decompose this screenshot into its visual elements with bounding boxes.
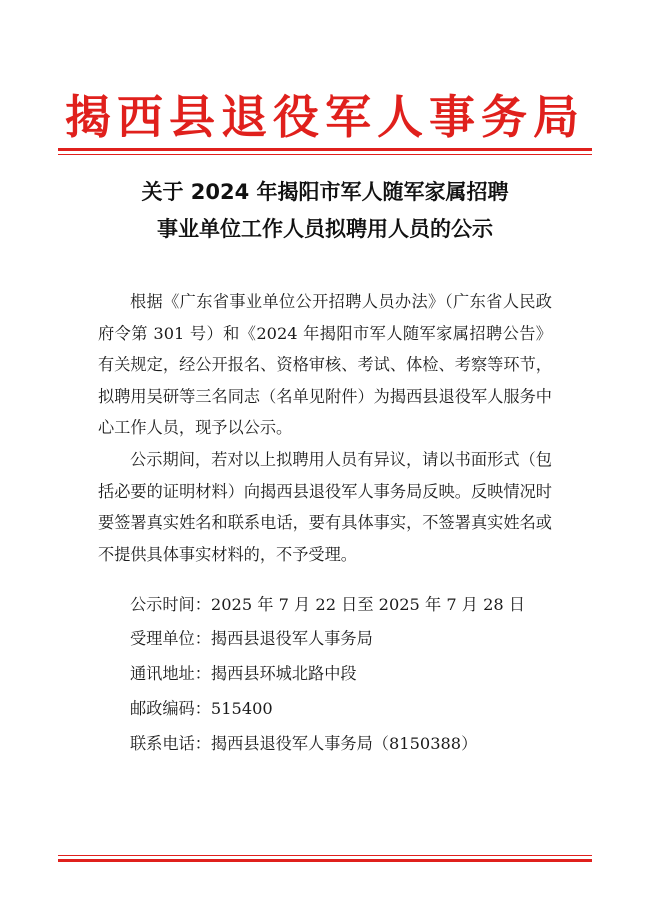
info-mailing-address: 通讯地址：揭西县环城北路中段	[130, 664, 357, 683]
info-contact-phone: 联系电话：揭西县退役军人事务局（8150388）	[130, 734, 478, 753]
info-publicity-period: 公示时间：2025 年 7 月 22 日至 2025 年 7 月 28 日	[130, 595, 526, 614]
document-title-line-2: 事业单位工作人员拟聘用人员的公示	[157, 217, 493, 241]
body-paragraph-objection: 公示期间，若对以上拟聘用人员有异议，请以书面形式（包括必要的证明材料）向揭西县退役军人事务局反映。反映情况时要签署真实姓名和联系电话，要有具体事实，不签署真实姓名或不提供具体事实材料的，不予受理。	[98, 450, 552, 564]
info-receiving-office: 受理单位：揭西县退役军人事务局	[130, 629, 373, 648]
document-title-line-1: 关于 2024 年揭阳市军人随军家属招聘	[141, 180, 509, 204]
body-paragraph-basis: 根据《广东省事业单位公开招聘人员办法》（广东省人民政府令第 301 号）和《2024 年揭阳市军人随军家属招聘公告》有关规定，经公开报名、资格审核、考试、体检、考察等环节，拟聘用吴研等三名同志（名单见附件）为揭西县退役军人服务中心工作人员，现予以公示。	[98, 292, 552, 437]
issuing-organization-header: 揭西县退役军人事务局	[65, 90, 585, 144]
footer-rule-thick	[58, 859, 592, 862]
info-postal-code: 邮政编码：515400	[130, 699, 273, 718]
header-rule-thick	[58, 148, 592, 151]
header-rule-thin	[58, 154, 592, 155]
footer-rule-thin	[58, 855, 592, 856]
